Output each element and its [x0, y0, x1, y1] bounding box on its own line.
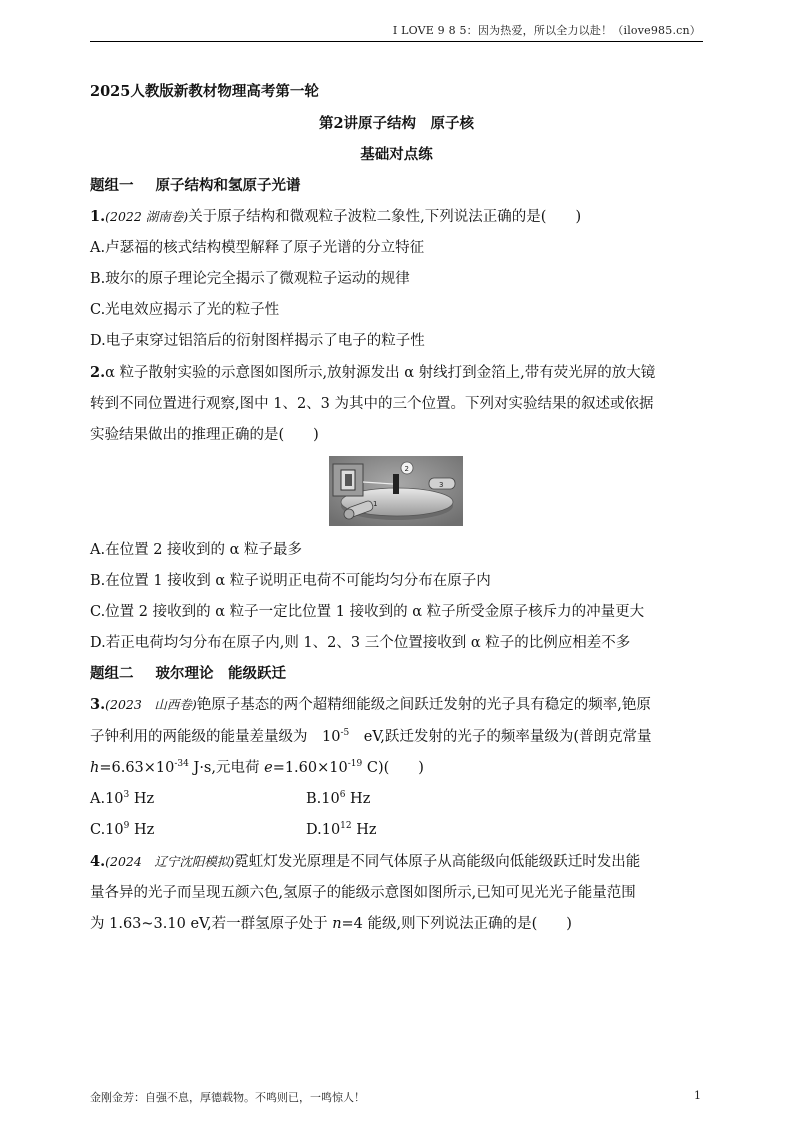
question-1-option-c: C.光电效应揭示了光的粒子性: [90, 302, 280, 318]
question-number: 2.: [90, 364, 106, 381]
question-text: α 粒子散射实验的示意图如图所示,放射源发出 α 射线打到金箔上,带有荧光屏的放大镜: [105, 365, 656, 381]
group-title: 玻尔理论 能级跃迁: [155, 666, 286, 682]
position-label-2: 2: [404, 465, 409, 473]
group-label: 题组一: [90, 178, 134, 194]
group-heading-2: [90, 664, 286, 684]
charge-unit: C)( ): [362, 760, 424, 776]
charge-value: =1.60×10: [272, 760, 348, 776]
question-1-option-d: D.电子束穿过铝箔后的衍射图样揭示了电子的粒子性: [90, 333, 425, 349]
section-title: 基础对点练: [360, 146, 433, 163]
question-number: 4.: [90, 853, 106, 870]
question-2-stem-line-3: 实验结果做出的推理正确的是( ): [90, 427, 319, 443]
question-3-stem-line-2: [90, 727, 652, 747]
gold-foil: [393, 474, 399, 494]
question-1-option-b: B.玻尔的原子理论完全揭示了微观粒子运动的规律: [90, 271, 410, 287]
question-4-stem-line-3: [90, 914, 572, 934]
series-title: 2025人教版新教材物理高考第一轮: [90, 83, 319, 100]
question-3-options-row-2: [90, 820, 377, 840]
question-1-option-a: A.卢瑟福的核式结构模型解释了原子光谱的分立特征: [90, 240, 425, 256]
question-source: (2024 辽宁沈阳模拟): [105, 854, 235, 869]
planck-symbol: h: [90, 760, 100, 776]
source-slot: [345, 474, 352, 486]
question-2-stem-line-1: [90, 363, 655, 383]
charge-symbol: e: [264, 760, 273, 776]
header-divider: [90, 41, 703, 42]
page-number: 1: [694, 1089, 701, 1102]
page-header: I LOVE 9 8 5：因为热爱，所以全力以赴！（ilove985.cn）: [392, 24, 701, 37]
question-3-option-a: $A.10^3$ Hz: [90, 790, 155, 807]
planck-exponent: -34: [174, 759, 189, 769]
position-label-3: 3: [439, 481, 444, 489]
group-label: 题组二: [90, 666, 134, 682]
question-3-options-row-1: [90, 789, 371, 809]
question-number: 3.: [90, 696, 106, 713]
question-2-stem-line-2: 转到不同位置进行观察,图中 1、2、3 为其中的三个位置。下列对实验结果的叙述或依据: [90, 396, 654, 412]
alpha-scattering-figure: [329, 456, 463, 526]
group-heading-1: [90, 176, 301, 196]
question-2-option-c: C.位置 2 接收到的 α 粒子一定比位置 1 接收到的 α 粒子所受金原子核斥力的冲量更大: [90, 604, 645, 620]
question-2-option-b: B.在位置 1 接收到 α 粒子说明正电荷不可能均匀分布在原子内: [90, 573, 491, 589]
question-4-stem-line-1: [90, 852, 640, 872]
question-source: (2023 山西卷): [105, 697, 197, 712]
lecture-title: 第2讲原子结构 原子核: [318, 115, 475, 132]
question-3-stem-line-3: [90, 758, 424, 778]
question-text: 铯原子基态的两个超精细能级之间跃迁发射的光子具有稳定的频率,铯原: [196, 697, 651, 713]
question-text: 霓虹灯发光原理是不同气体原子从高能级向低能级跃迁时发出能: [234, 854, 641, 870]
position-label-1: 1: [373, 500, 378, 508]
planck-unit: J·s,元电荷: [188, 760, 265, 776]
question-number: 1.: [90, 208, 106, 225]
planck-value: =6.63×10: [99, 760, 175, 776]
question-3-option-c: $C.10^9$ Hz: [90, 821, 155, 838]
page-footer-motto: 金刚金芳：自强不息，厚德载物。不鸣则已，一鸣惊人！: [90, 1091, 365, 1104]
question-text: =4 能级,则下列说法正确的是( ): [341, 916, 572, 932]
group-title: 原子结构和氢原子光谱: [155, 178, 301, 194]
question-3-option-b: $B.10^6$ Hz: [306, 790, 371, 807]
question-text: eV,跃迁发射的光子的频率量级为(普朗克常量: [349, 729, 652, 745]
question-4-stem-line-2: 量各异的光子而呈现五颜六色,氢原子的能级示意图如图所示,已知可见光光子能量范围: [90, 885, 636, 901]
level-symbol: n: [332, 916, 342, 932]
question-3-stem-line-1: [90, 695, 651, 715]
question-source: (2022 湖南卷): [105, 209, 189, 224]
question-3-option-d: $D.10^{12}$ Hz: [306, 821, 377, 838]
question-2-option-d: D.若正电荷均匀分布在原子内,则 1、2、3 三个位置接收到 α 粒子的比例应相差不多: [90, 635, 631, 651]
question-text: 关于原子结构和微观粒子波粒二象性,下列说法正确的是( ): [188, 209, 582, 225]
question-text: 为 1.63~3.10 eV,若一群氢原子处于: [90, 916, 333, 932]
energy-difference-text: 子钟利用的两能级的能量差量级为 10: [90, 729, 341, 745]
question-2-option-a: A.在位置 2 接收到的 α 粒子最多: [90, 542, 303, 558]
energy-exponent: -5: [340, 728, 350, 738]
question-1-stem: [90, 207, 581, 227]
charge-exponent: -19: [347, 759, 363, 769]
